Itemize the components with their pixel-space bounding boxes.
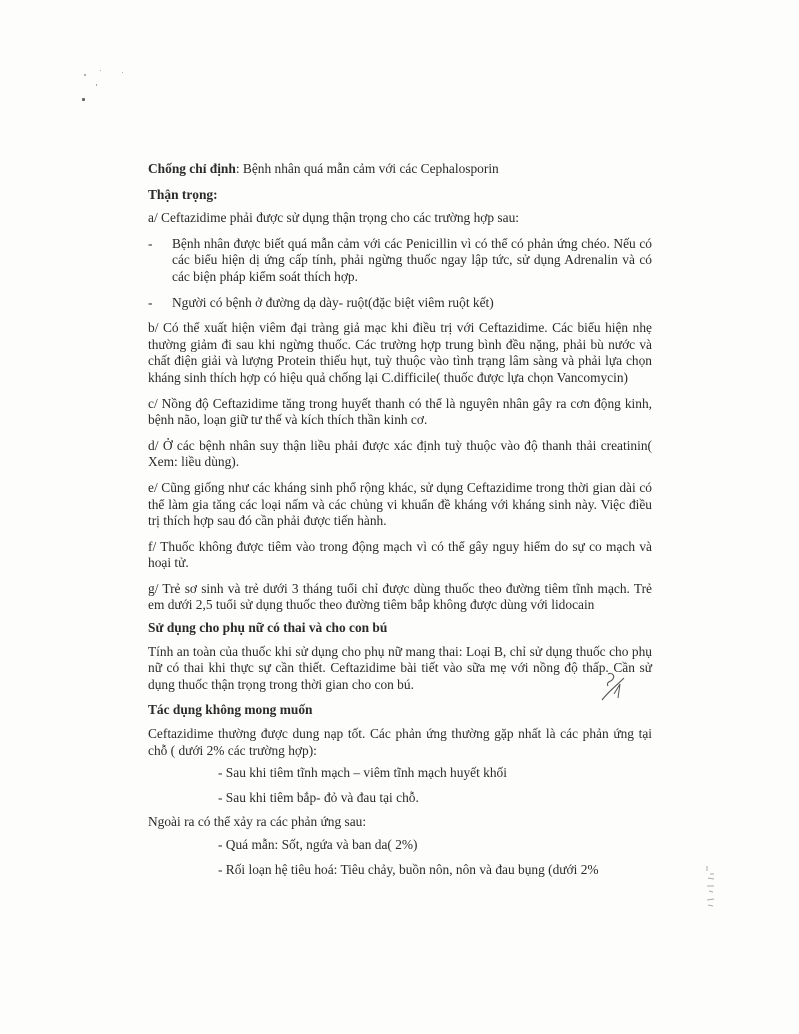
precaution-f: f/ Thuốc không được tiêm vào trong động mạch vì có thể gây nguy hiểm do sự co mạch và hoại tử. bbox=[148, 538, 652, 571]
precaution-d: d/ Ở các bệnh nhân suy thận liều phải được xác định tuỳ thuộc vào độ thanh thải creatinin( Xem: liều dùng). bbox=[148, 437, 652, 470]
precaution-a-item bbox=[148, 236, 652, 286]
document-body bbox=[148, 161, 652, 886]
contraindication-paragraph bbox=[148, 161, 652, 178]
scan-specks bbox=[78, 68, 138, 108]
precaution-b: b/ Có thể xuất hiện viêm đại tràng giả mạc khi điều trị với Ceftazidime. Các biểu hiện nhẹ thường giảm đi sau khi ngừng thuốc. Các trường hợp trung bình đều nặng, phải bù nước và chất điện giải và lượng Protein thiếu hụt, tuỳ thuộc vào tình trạng lâm sàng và phải lựa chọn kháng sinh thích hợp có hiệu quả chống lại C.difficile( thuốc được lựa chọn Vancomycin) bbox=[148, 320, 652, 385]
precaution-g: g/ Trẻ sơ sinh và trẻ dưới 3 tháng tuổi chỉ được dùng thuốc theo đường tiêm tĩnh mạch. Trẻ em dưới 2,5 tuổi sử dụng thuốc theo đường tiêm bắp không được dùng với lidocain bbox=[148, 580, 652, 613]
contraindication-text: : Bệnh nhân quá mẫn cảm với các Cephalosporin bbox=[235, 161, 499, 176]
margin-stamp bbox=[704, 864, 718, 914]
precaution-a-intro: a/ Ceftazidime phải được sử dụng thận trọng cho các trường hợp sau: bbox=[148, 210, 519, 226]
pregnancy-text: Tính an toàn của thuốc khi sử dụng cho phụ nữ mang thai: Loại B, chỉ sử dụng thuốc cho phụ nữ có thai khi thực sự cần thiết. Ceftazidime bài tiết vào sữa mẹ với nồng độ thấp. Cần sử dụng thuốc thận trọng trong thời gian cho con bú. bbox=[148, 643, 652, 692]
adverse-other-intro: Ngoài ra có thể xảy ra các phản ứng sau: bbox=[148, 814, 367, 830]
adverse-local-item: - Sau khi tiêm tĩnh mạch – viêm tĩnh mạch huyết khối bbox=[218, 765, 507, 781]
adverse-other-item: - Rối loạn hệ tiêu hoá: Tiêu chảy, buồn nôn, nôn và đau bụng (dưới 2% bbox=[218, 861, 599, 877]
precaution-a-item-text: Người có bệnh ở đường dạ dày- ruột(đặc biệt viêm ruột kết) bbox=[172, 294, 494, 310]
adverse-local-item: - Sau khi tiêm bắp- đỏ và đau tại chỗ. bbox=[218, 789, 419, 805]
pregnancy-heading: Sử dụng cho phụ nữ có thai và cho con bú bbox=[148, 620, 388, 636]
precaution-c: c/ Nồng độ Ceftazidime tăng trong huyết thanh có thể là nguyên nhân gây ra cơn động kinh, bệnh não, loạn giữ tư thế và kích thích thần kinh cơ. bbox=[148, 395, 652, 428]
adverse-intro: Ceftazidime thường được dung nạp tốt. Các phản ứng thường gặp nhất là các phản ứng tại chỗ ( dưới 2% các trường hợp): bbox=[148, 726, 652, 758]
precaution-a-item bbox=[148, 295, 652, 312]
contraindication-label: Chống chỉ định bbox=[148, 161, 236, 176]
precautions-heading: Thận trọng: bbox=[148, 186, 218, 202]
handwritten-initials bbox=[598, 670, 632, 706]
adverse-other-item: - Quá mẫn: Sốt, ngứa và ban da( 2%) bbox=[218, 837, 418, 852]
dash-marker: - bbox=[148, 235, 153, 251]
dash-marker: - bbox=[148, 294, 153, 310]
adverse-heading: Tác dụng không mong muốn bbox=[148, 702, 313, 718]
precaution-e: e/ Cũng giống như các kháng sinh phổ rộng khác, sử dụng Ceftazidime trong thời gian dài có thể làm gia tăng các loại nấm và các chủng vi khuẩn đề kháng với kháng sinh này. Việc điều trị thích hợp sau đó cần phải được tiến hành. bbox=[148, 479, 652, 529]
precaution-a-item-text: Bệnh nhân được biết quá mẫn cảm với các Penicillin vì có thể có phản ứng chéo. Nếu có các biểu hiện dị ứng cấp tính, phải ngừng thuốc ngay lập tức, sử dụng Adrenalin và có các biện pháp kiểm soát thích hợp. bbox=[172, 235, 652, 284]
